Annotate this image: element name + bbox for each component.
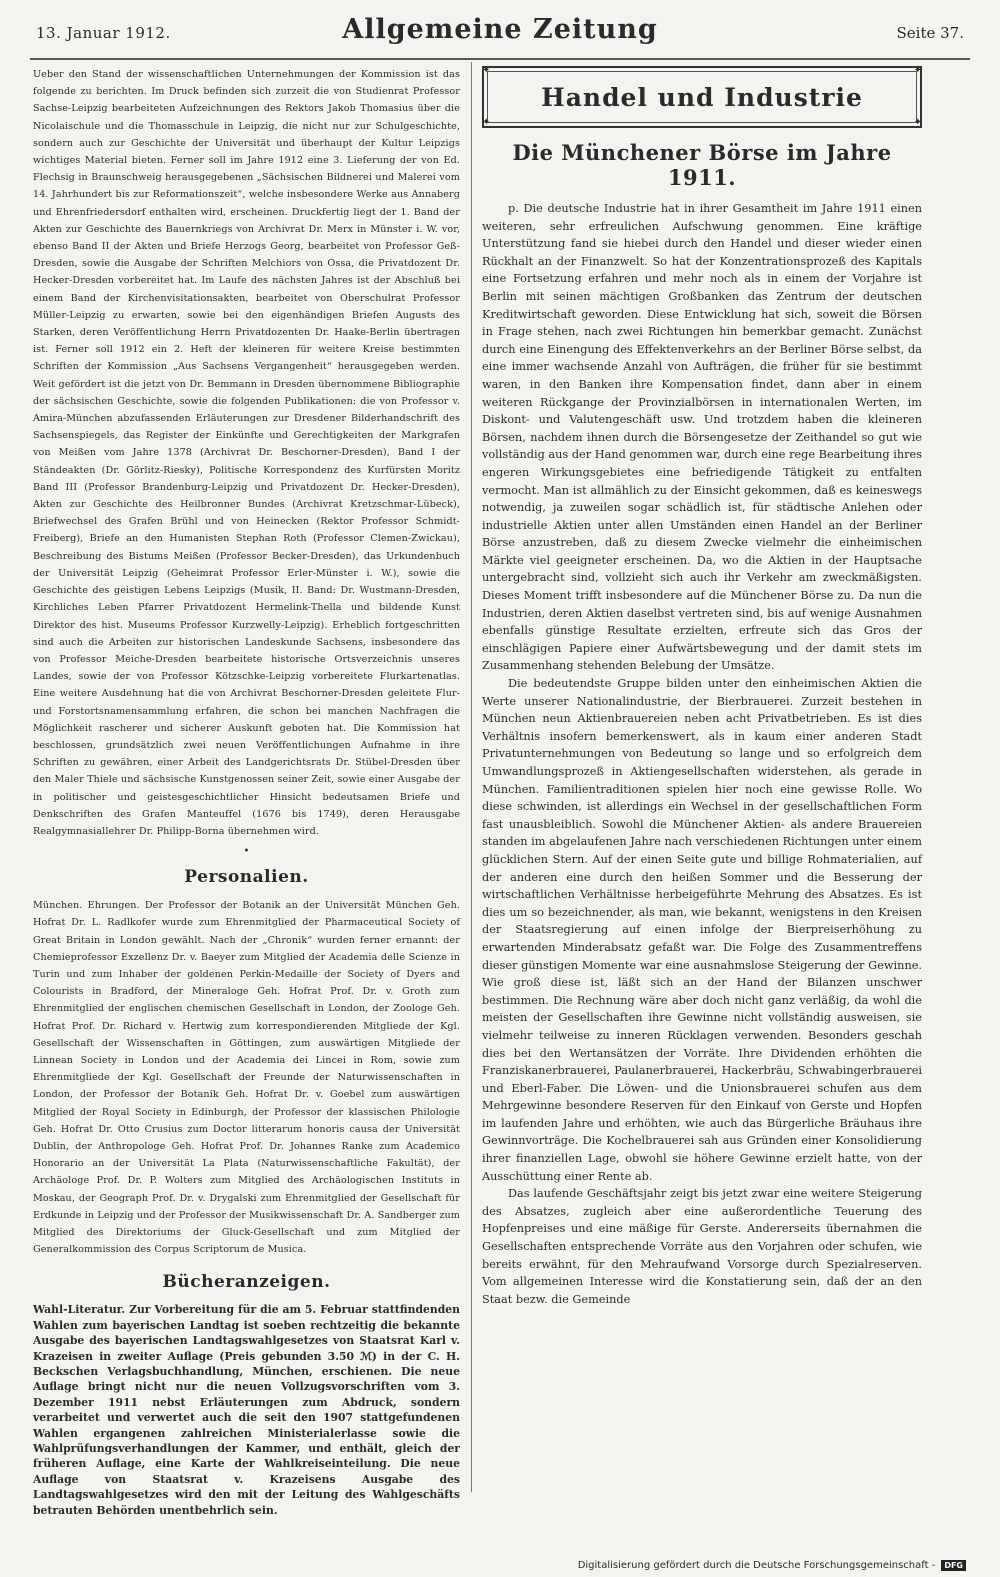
- page-header: [30, 14, 970, 54]
- issue-date: 13. Januar 1912.: [36, 24, 171, 42]
- personalien-text: München. Ehrungen. Der Professor der Botanik an der Universität München Geh. Hofrat Dr. L. Radlkofer wurde zum Ehrenmitglied der Pharmaceutical Society of Great Britain in London gewählt. Nach der „Chronik“ wurden ferner ernannt: der Chemieprofessor Exzellenz Dr. v. Baeyer zum Mitglied der Academia delle Scienze in Turin und zum Inhaber der goldenen Perkin-Medaille der Society of Dyers and Colourists in Bradford, der Mineraloge Geh. Hofrat Prof. Dr. v. Groth zum Ehrenmitglied der englischen chemischen Gesellschaft in London, der Zoologe Geh. Hofrat Prof. Dr. Richard v. Hertwig zum korrespondierenden Mitgliede der Kgl. Gesellschaft der Wissenschaften in Göttingen, zum auswärtigen Mitgliede der Linnean Society in London und der Academia dei Lincei in Rom, sowie zum Ehrenmitgliede der Kgl. Gesellschaft der Freunde der Naturwissenschaften in London, der Professor der Botanik Geh. Hofrat Dr. v. Goebel zum auswärtigen Mitglied der Royal Society in Edinburgh, der Professor der klassischen Philologie Geh. Hofrat Dr. Otto Crusius zum Doctor litterarum honoris causa der Universität Dublin, der Anthropologe Geh. Hofrat Prof. Dr. Johannes Ranke zum Academico Honorario an der Universität La Plata (Naturwissenschaftliche Fakultät), der Archäologe Prof. Dr. P. Wolters zum Mitglied des Archäologischen Instituts in Moskau, der Geograph Prof. Dr. v. Drygalski zum Ehrenmitglied der Gesellschaft für Erdkunde in Leipzig und der Professor der Musikwissenschaft Dr. A. Sandberger zum Mitglied des Direktoriums der Gluck-Gesellschaft und zum Mitglied der Generalkommission des Corpus Scriptorum de Musica.: [33, 900, 460, 1256]
- ornament-icon: ✦: [913, 117, 922, 128]
- buecher-heading: Bücheranzeigen.: [162, 1272, 331, 1293]
- personalien-heading: Personalien.: [184, 867, 309, 888]
- header-rule: [30, 58, 970, 60]
- article-title: Die Münchener Börse im Jahre 1911.: [512, 140, 892, 190]
- left-column: [33, 66, 460, 1518]
- newspaper-title: Allgemeine Zeitung: [342, 14, 658, 45]
- section-title-box: [482, 66, 922, 128]
- section-separator: •: [243, 846, 250, 858]
- ornament-icon: ✦: [482, 65, 491, 76]
- article-paragraph: p. Die deutsche Industrie hat in ihrer Gesamtheit im Jahre 1911 einen weiteren, sehr erfreulichen Aufschwung genommen. Eine kräftige Unterstützung fand sie hiebei durch den Handel und dieser wieder einen Rückhalt an der Finanzwelt. So hat der Konzentrationsprozeß des Kapitals eine Fortsetzung erfahren und mehr noch als in einem der Vorjahre ist Berlin mit seinen mächtigen Großbanken das Zentrum der deutschen Kreditwirtschaft geworden. Diese Entwicklung hat sich, soweit die Börsen in Frage stehen, nach zwei Richtungen hin bemerkbar gemacht. Zunächst durch eine Einengung des Effektenverkehrs an der Berliner Börse selbst, da eine immer wachsende Anzahl von Aufträgen, die früher für sie bestimmt waren, in den Banken ihre Kompensation findet, dann aber in einem weiteren Rückgange der Provinzialbörsen in internationalen Werten, im Diskont- und Valutengeschäft usw. Und trotzdem haben die kleineren Börsen, nachdem ihnen durch die Börsengesetze der Zeithandel so gut wie vollständig aus der Hand genommen war, durch eine rege Bearbeitung ihres engeren Wirkungsgebietes eine befriedigende Tätigkeit zu entfalten vermocht. Man ist allmählich zu der Einsicht gekommen, daß es keineswegs notwendig, ja zuweilen sogar schädlich ist, für städtische Anlehen oder industrielle Aktien unter allen Umständen einen Handel an der Berliner Börse anzustreben, daß zu diesem Zwecke vielmehr die einheimischen Märkte viel geeigneter erscheinen. Da, wo die Aktien in der Hauptsache untergebracht sind, vollzieht sich auch ihr Verkehr am zweckmäßigsten. Dieses Moment trifft insbesondere auf die Münchener Börse zu. Da nun die Industrien, deren Aktien daselbst vertreten sind, bis auf wenige Ausnahmen ebenfalls günstige Resultate erzielten, erfreute sich das Gros der einschlägigen Papiere einer Aufwärtsbewegung und der damit stets im Zusammenhang stehenden Belebung der Umsätze.: [482, 202, 923, 673]
- digitization-footer: [578, 1560, 966, 1571]
- dfg-logo-icon: DFG: [941, 1560, 966, 1571]
- ornament-icon: ✦: [482, 117, 491, 128]
- ornament-icon: ✦: [913, 65, 922, 76]
- section-title: Handel und Industrie: [541, 82, 863, 112]
- article-paragraph: Die bedeutendste Gruppe bilden unter den einheimischen Aktien die Werte unserer Nationalindustrie, der Bierbrauerei. Zurzeit bestehen in München neun Aktienbrauereien neben acht Privatbetrieben. Es ist dies Verhältnis insofern bemerkenswert, als in kaum einer anderen Stadt Privatunternehmungen von Bedeutung so lange und so erfolgreich dem Umwandlungsprozeß in Aktiengesellschaften widerstehen, als gerade in München. Familientraditionen spielen hier noch eine gewisse Rolle. Wo diese schwinden, ist allerdings ein Wechsel in der gesellschaftlichen Form fast unausbleiblich. Sowohl die Münchener Aktien- als andere Brauereien standen im abgelaufenen Jahre nach verschiedenen Richtungen unter einem glücklichen Stern. Auf der einen Seite gute und billige Rohmaterialien, auf der anderen eine durch den heißen Sommer und die Besserung der wirtschaftlichen Verhältnisse herbeigeführte Mehrung des Absatzes. Es ist dies um so bezeichnender, als man, wie bekannt, wenigstens in den Kreisen der Staatsregierung auf einen infolge der Bierpreiserhöhung zu erwartenden Minderabsatz gefaßt war. Die Folge des Zusammentreffens dieser günstigen Momente war eine ausnahmslose Steigerung der Gewinne. Wie groß diese ist, läßt sich an der Hand der Bilanzen unschwer bestimmen. Die Rechnung wäre aber doch nicht ganz verläßig, da wohl die meisten der Gesellschaften ihre Gewinne nicht vollständig ausweisen, sie vielmehr teilweise zu inneren Rücklagen verwenden. Besonders geschah dies bei den Wertansätzen der Vorräte. Ihre Dividenden erhöhten die Franziskanerbrauerei, Paulanerbrauerei, Hackerbräu, Schwabingerbrauerei und Eberl-Faber. Die Löwen- und die Unionsbrauerei schufen aus dem Mehrgewinne besondere Reserven für den Einkauf von Gerste und Hopfen im laufenden Jahre und erhöhten, wie auch das Bürgerliche Bräuhaus ihre Gewinnvorträge. Die Kochelbrauerei sah aus Gründen einer Konsolidierung ihrer finanziellen Lage, obwohl sie höhere Gewinne erzielt hatte, von der Ausschüttung einer Rente ab.: [482, 677, 922, 1183]
- right-column: [482, 66, 922, 1308]
- footer-text: Digitalisierung gefördert durch die Deutsche Forschungsgemeinschaft -: [577, 1560, 936, 1571]
- page-number: Seite 37.: [896, 24, 964, 42]
- article-paragraph: Das laufende Geschäftsjahr zeigt bis jetzt zwar eine weitere Steigerung des Absatzes, zugleich aber eine außerordentliche Teuerung des Hopfenpreises und eine mäßige für Gerste. Andererseits übernahmen die Gesellschaften entsprechende Vorräte aus den Vorjahren oder schufen, wie bereits erwähnt, für den Mehraufwand Vorsorge durch Spezialreserven. Vom allgemeinen Interesse wird die Konstatierung sein, daß der an den Staat bezw. die Gemeinde: [482, 1187, 922, 1306]
- buecher-text: Wahl-Literatur. Zur Vorbereitung für die am 5. Februar stattfindenden Wahlen zum bayerischen Landtag ist soeben rechtzeitig die bekannte Ausgabe des bayerischen Landtagswahlgesetzes von Staatsrat Karl v. Krazeisen in zweiter Auflage (Preis gebunden 3.50 ℳ) in der C. H. Beckschen Verlagsbuchhandlung, München, erschienen. Die neue Auflage bringt nicht nur die neuen Vollzugsvorschriften vom 3. Dezember 1911 nebst Erläuterungen zum Abdruck, sondern verarbeitet und verwertet auch die seit den 1907 stattgefundenen Wahlen ergangenen zahlreichen Ministerialerlasse sowie die Wahlprüfungsverhandlungen der Kammer, und enthält, gleich der früheren Auflage, eine Karte der Wahlkreiseinteilung. Die neue Auflage von Staatsrat v. Krazeisens Ausgabe des Landtagswahlgesetzes wird den mit der Leitung des Wahlgeschäfts betrauten Behörden unentbehrlich sein.: [33, 1303, 460, 1517]
- commission-report-text: Ueber den Stand der wissenschaftlichen Unternehmungen der Kommission ist das folgende zu berichten. Im Druck befinden sich zurzeit die von Studienrat Professor Sachse-Leipzig bearbeiteten Aufzeichnungen des Rektors Jakob Thomasius über die Nicolaischule und die Thomasschule in Leipzig, die nicht nur zur Schulgeschichte, sondern auch zur Geschichte der Universität und überhaupt der Kultur Leipzigs wichtiges Material bieten. Ferner soll im Jahre 1912 eine 3. Lieferung der von Ed. Flechsig in Braunschweig herausgegebenen „Sächsischen Bildnerei und Malerei vom 14. Jahrhundert bis zur Reformationszeit“, welche insbesondere Werke aus Annaberg und Ehrenfriedersdorf enthalten wird, erscheinen. Druckfertig liegt der 1. Band der Akten zur Geschichte des Bauernkriegs von Archivrat Dr. Merx in Münster i. W. vor, ebenso Band II der Akten und Briefe Herzogs Georg, bearbeitet von Professor Geß-Dresden, sowie die Ausgabe der Schriften Melchiors von Ossa, die Privatdozent Dr. Hecker-Dresden vorbereitet hat. Im Laufe des nächsten Jahres ist der Abschluß bei einem Band der Kirchenvisitationsakten, bearbeitet von Oberschulrat Professor Müller-Leipzig zu erwarten, sowie bei den eigenhändigen Briefen Augusts des Starken, deren Veröffentlichung Herrn Privatdozenten Dr. Haake-Berlin übertragen ist. Ferner soll 1912 ein 2. Heft der kleineren für weitere Kreise bestimmten Schriften der Kommission „Aus Sachsens Vergangenheit“ herausgegeben werden. Weit gefördert ist die jetzt von Dr. Bemmann in Dresden übernommene Bibliographie der sächsischen Geschichte, sowie die folgenden Publikationen: die von Professor v. Amira-München abzufassenden Erläuterungen zur Dresdener Bilderhandschrift des Sachsenspiegels, das Register der Einkünfte und Gerechtigkeiten der Markgrafen von Meißen vom Jahre 1378 (Archivrat Dr. Beschorner-Dresden), Band I der Ständeakten (Dr. Görlitz-Riesky), Politische Korrespondenz des Kurfürsten Moritz Band III (Professor Brandenburg-Leipzig und Privatdozent Dr. Hecker-Dresden), Akten zur Geschichte des Heilbronner Bundes (Archivrat Kretzschmar-Lübeck), Briefwechsel des Grafen Brühl und von Heinecken (Rektor Professor Schmidt-Freiberg), Briefe an den Humanisten Stephan Roth (Professor Clemen-Zwickau), Beschreibung des Bistums Meißen (Professor Becker-Dresden), das Urkundenbuch der Universität Leipzig (Geheimrat Professor Erler-Münster i. W.), sowie die Geschichte des geistigen Lebens Leipzigs (Musik, II. Band: Dr. Wustmann-Dresden, Kirchliches Leben Pfarrer Privatdozent Hermelink-Thella und bildende Kunst Direktor des hist. Museums Professor Kurzwelly-Leipzig). Erheblich fortgeschritten sind auch die Arbeiten zur historischen Landeskunde Sachsens, insbesondere das von Professor Meiche-Dresden bearbeitete historische Ortsverzeichnis unseres Landes, sowie der von Professor Kötzschke-Leipzig vorbereitete Flurkartenatlas. Eine weitere Ausdehnung hat die von Archivrat Beschorner-Dresden geleitete Flur- und Forstortsnamensammlung erfahren, die schon bei manchen Nachfragen die Möglichkeit rascherer und sicherer Auskunft geboten hat. Die Kommission hat beschlossen, grundsätzlich zwei neuen Veröffentlichungen Aufnahme in ihre Schriften zu gewähren, einer Arbeit des Landgerichtsrats Dr. Stübel-Dresden über den Maler Thiele und sächsische Kunstgenossen seiner Zeit, sowie einer Ausgabe der in politischer und geistesgeschichtlicher Hinsicht bedeutsamen Briefe und Denkschriften des Grafen Manteuffel (1676 bis 1749), deren Herausgabe Realgymnasiallehrer Dr. Philipp-Borna übernehmen wird.: [33, 69, 460, 837]
- column-divider: [471, 62, 472, 1492]
